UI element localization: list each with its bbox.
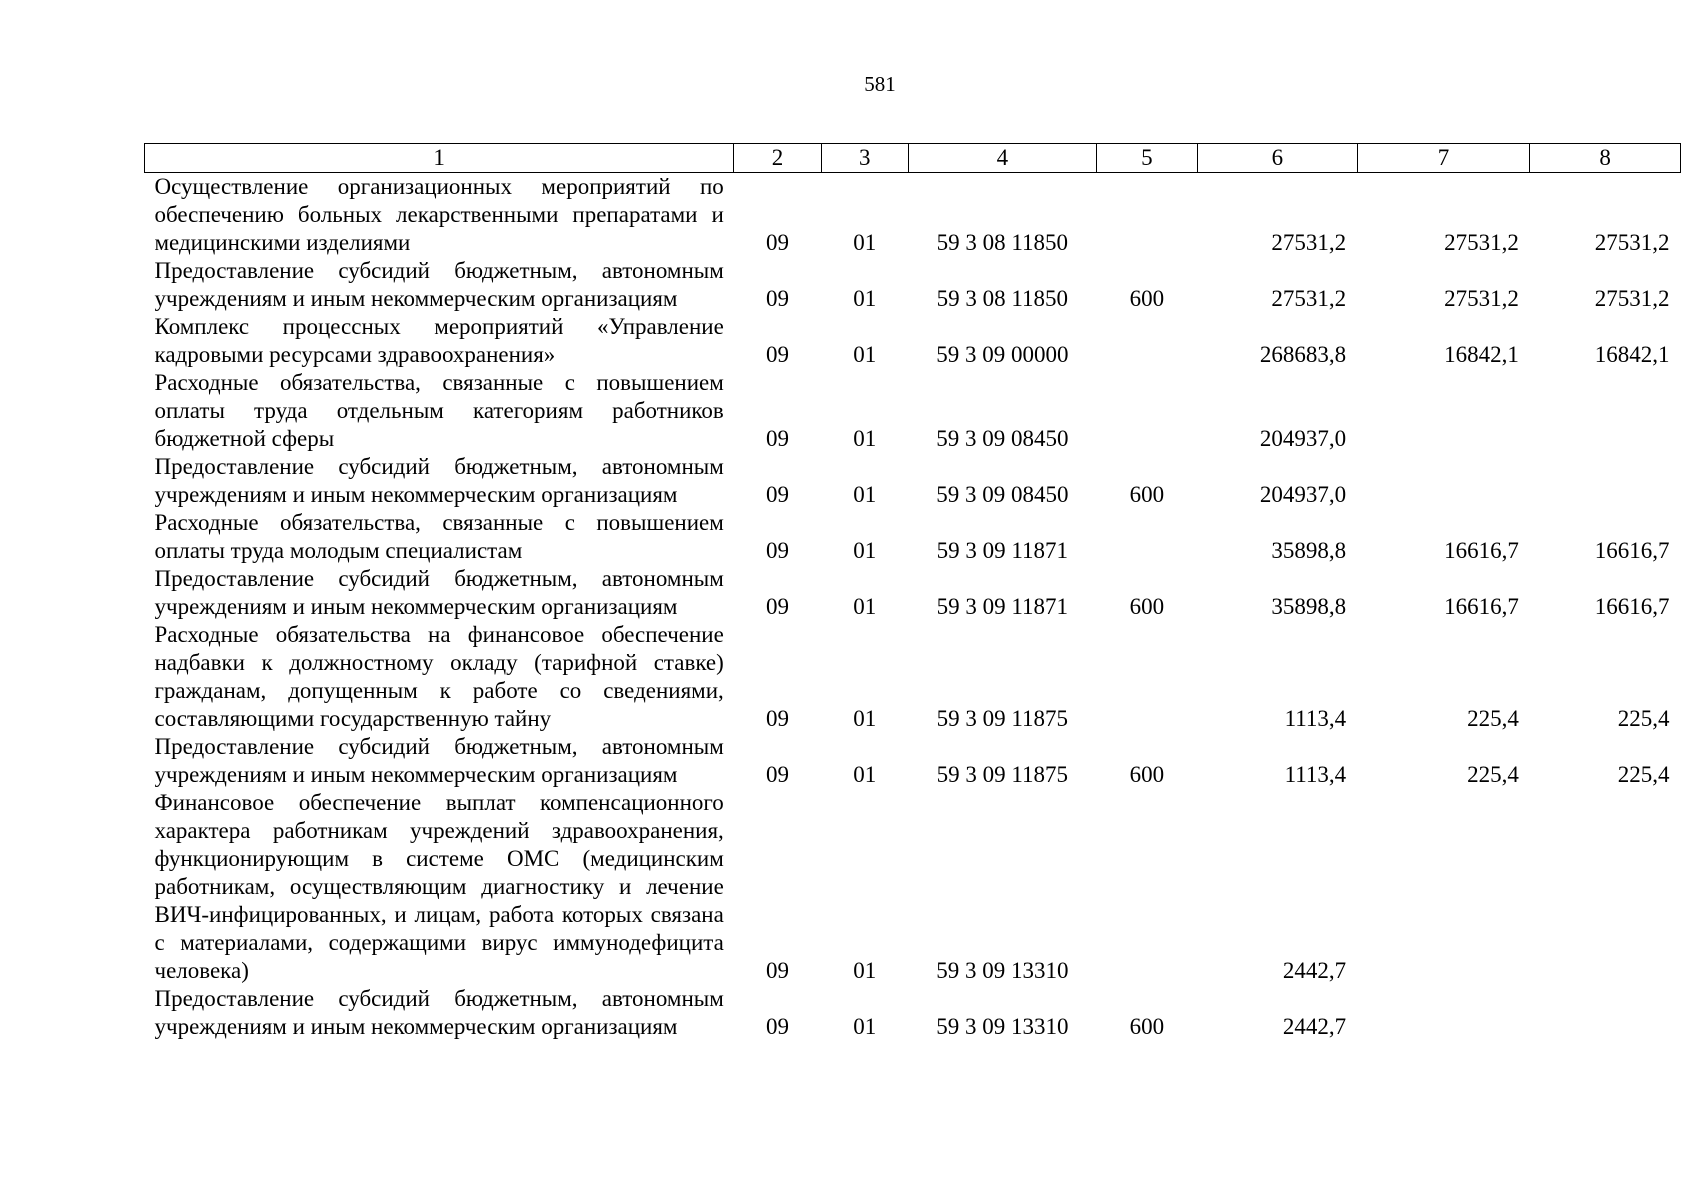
item-name-cell: Предоставление субсидий бюджетным, автономным учреждениям и иным некоммерческим организациям bbox=[154, 986, 724, 1039]
section-code-cell: 09 bbox=[765, 706, 789, 731]
target-article-cell: 59 3 09 11875 bbox=[936, 762, 1069, 787]
amount-col7-cell bbox=[1357, 789, 1530, 985]
column-header: 6 bbox=[1198, 144, 1358, 173]
expense-type-cell: 600 bbox=[1129, 762, 1165, 787]
amount-col8-cell: 16842,1 bbox=[1594, 342, 1670, 367]
target-article-cell: 59 3 09 11871 bbox=[936, 538, 1069, 563]
expense-type-cell bbox=[1096, 369, 1197, 453]
item-name-cell: Предоставление субсидий бюджетным, автономным учреждениям и иным некоммерческим организациям bbox=[154, 454, 724, 507]
column-header: 8 bbox=[1530, 144, 1681, 173]
table-row bbox=[145, 621, 1681, 733]
target-article-cell: 59 3 08 11850 bbox=[936, 230, 1069, 255]
amount-col6-cell: 27531,2 bbox=[1271, 230, 1347, 255]
amount-col7-cell: 225,4 bbox=[1467, 706, 1519, 731]
section-code-cell: 09 bbox=[765, 286, 789, 311]
item-name-cell: Расходные обязательства на финансовое обеспечение надбавки к должностному окладу (тарифной ставке) гражданам, допущенным к работе со сведениями, составляющими государственную тайну bbox=[154, 622, 724, 731]
amount-col7-cell bbox=[1357, 369, 1530, 453]
target-article-cell: 59 3 09 08450 bbox=[936, 426, 1069, 451]
amount-col7-cell: 16616,7 bbox=[1444, 594, 1519, 619]
item-name-cell: Осуществление организационных мероприятий по обеспечению больных лекарственными препаратами и медицинскими изделиями bbox=[154, 174, 724, 255]
section-code-cell: 09 bbox=[765, 958, 789, 983]
target-article-cell: 59 3 09 00000 bbox=[936, 342, 1069, 367]
amount-col8-cell: 27531,2 bbox=[1594, 286, 1670, 311]
amount-col8-cell: 225,4 bbox=[1617, 706, 1670, 731]
column-header: 3 bbox=[821, 144, 908, 173]
amount-col7-cell: 16842,1 bbox=[1444, 342, 1519, 367]
amount-col6-cell: 2442,7 bbox=[1282, 958, 1347, 983]
amount-col6-cell: 35898,8 bbox=[1271, 538, 1347, 563]
page-number: 581 bbox=[864, 72, 896, 96]
target-article-cell: 59 3 09 08450 bbox=[936, 482, 1069, 507]
section-code-cell: 09 bbox=[765, 230, 789, 255]
item-name-cell: Предоставление субсидий бюджетным, автономным учреждениям и иным некоммерческим организациям bbox=[154, 566, 724, 619]
expense-type-cell bbox=[1096, 509, 1197, 565]
section-code-cell: 09 bbox=[765, 426, 789, 451]
section-code-cell: 09 bbox=[765, 482, 789, 507]
amount-col7-cell bbox=[1357, 985, 1530, 1041]
target-article-cell: 59 3 09 11875 bbox=[936, 706, 1069, 731]
amount-col8-cell: 27531,2 bbox=[1594, 230, 1670, 255]
expense-type-cell: 600 bbox=[1129, 482, 1165, 507]
amount-col6-cell: 2442,7 bbox=[1282, 1014, 1347, 1039]
column-header: 5 bbox=[1096, 144, 1197, 173]
target-article-cell: 59 3 09 13310 bbox=[936, 958, 1069, 983]
subsection-code-cell: 01 bbox=[853, 1014, 877, 1039]
table-row bbox=[145, 369, 1681, 453]
expense-type-cell bbox=[1096, 789, 1197, 985]
subsection-code-cell: 01 bbox=[853, 538, 877, 563]
section-code-cell: 09 bbox=[765, 342, 789, 367]
table-row bbox=[145, 789, 1681, 985]
section-code-cell: 09 bbox=[765, 762, 789, 787]
amount-col8-cell bbox=[1530, 789, 1681, 985]
amount-col6-cell: 268683,8 bbox=[1259, 342, 1347, 367]
subsection-code-cell: 01 bbox=[853, 342, 877, 367]
item-name-cell: Расходные обязательства, связанные с повышением оплаты труда молодым специалистам bbox=[154, 510, 724, 563]
amount-col8-cell bbox=[1530, 985, 1681, 1041]
column-header: 1 bbox=[145, 144, 734, 173]
amount-col7-cell: 27531,2 bbox=[1444, 286, 1519, 311]
amount-col8-cell: 225,4 bbox=[1617, 762, 1670, 787]
subsection-code-cell: 01 bbox=[853, 482, 877, 507]
subsection-code-cell: 01 bbox=[853, 706, 877, 731]
amount-col6-cell: 1113,4 bbox=[1284, 706, 1347, 731]
target-article-cell: 59 3 09 11871 bbox=[936, 594, 1069, 619]
amount-col8-cell: 16616,7 bbox=[1594, 594, 1670, 619]
table-row bbox=[145, 565, 1681, 621]
table-row bbox=[145, 453, 1681, 509]
table-row bbox=[145, 509, 1681, 565]
target-article-cell: 59 3 08 11850 bbox=[936, 286, 1069, 311]
subsection-code-cell: 01 bbox=[853, 762, 877, 787]
subsection-code-cell: 01 bbox=[853, 230, 877, 255]
item-name-cell: Комплекс процессных мероприятий «Управление кадровыми ресурсами здравоохранения» bbox=[154, 314, 724, 367]
table-row bbox=[145, 733, 1681, 789]
amount-col8-cell bbox=[1530, 369, 1681, 453]
amount-col6-cell: 204937,0 bbox=[1259, 426, 1347, 451]
expense-type-cell bbox=[1096, 313, 1197, 369]
table-row bbox=[145, 985, 1681, 1041]
table-row bbox=[145, 173, 1681, 258]
column-header: 2 bbox=[734, 144, 821, 173]
column-header: 7 bbox=[1357, 144, 1530, 173]
amount-col6-cell: 1113,4 bbox=[1284, 762, 1347, 787]
subsection-code-cell: 01 bbox=[853, 286, 877, 311]
subsection-code-cell: 01 bbox=[853, 426, 877, 451]
table-row bbox=[145, 313, 1681, 369]
table-body bbox=[145, 173, 1681, 1042]
expense-type-cell: 600 bbox=[1129, 1014, 1165, 1039]
section-code-cell: 09 bbox=[765, 594, 789, 619]
expense-type-cell bbox=[1096, 173, 1197, 258]
amount-col8-cell bbox=[1530, 453, 1681, 509]
amount-col6-cell: 204937,0 bbox=[1259, 482, 1347, 507]
expense-type-cell: 600 bbox=[1129, 286, 1165, 311]
expense-type-cell: 600 bbox=[1129, 594, 1165, 619]
amount-col7-cell bbox=[1357, 453, 1530, 509]
subsection-code-cell: 01 bbox=[853, 594, 877, 619]
item-name-cell: Предоставление субсидий бюджетным, автономным учреждениям и иным некоммерческим организациям bbox=[154, 258, 724, 311]
section-code-cell: 09 bbox=[765, 1014, 789, 1039]
expense-type-cell bbox=[1096, 621, 1197, 733]
amount-col7-cell: 27531,2 bbox=[1444, 230, 1519, 255]
budget-table bbox=[144, 143, 1681, 1041]
amount-col6-cell: 35898,8 bbox=[1271, 594, 1347, 619]
section-code-cell: 09 bbox=[765, 538, 789, 563]
column-number-row bbox=[145, 144, 1681, 173]
amount-col7-cell: 16616,7 bbox=[1444, 538, 1519, 563]
item-name-cell: Предоставление субсидий бюджетным, автономным учреждениям и иным некоммерческим организациям bbox=[154, 734, 724, 787]
amount-col6-cell: 27531,2 bbox=[1271, 286, 1347, 311]
column-header: 4 bbox=[908, 144, 1096, 173]
amount-col8-cell: 16616,7 bbox=[1594, 538, 1670, 563]
item-name-cell: Расходные обязательства, связанные с повышением оплаты труда отдельным категориям работников бюджетной сферы bbox=[154, 370, 724, 451]
table-row bbox=[145, 257, 1681, 313]
target-article-cell: 59 3 09 13310 bbox=[936, 1014, 1069, 1039]
item-name-cell: Финансовое обеспечение выплат компенсационного характера работникам учреждений здравоохранения, функционирующим в системе ОМС (медицинским работникам, осуществляющим диагностику и лечение ВИЧ-инфицированных, и лицам, работа которых связана с материалами, содержащими вирус иммунодефицита человека) bbox=[154, 790, 724, 983]
subsection-code-cell: 01 bbox=[853, 958, 877, 983]
amount-col7-cell: 225,4 bbox=[1467, 762, 1519, 787]
